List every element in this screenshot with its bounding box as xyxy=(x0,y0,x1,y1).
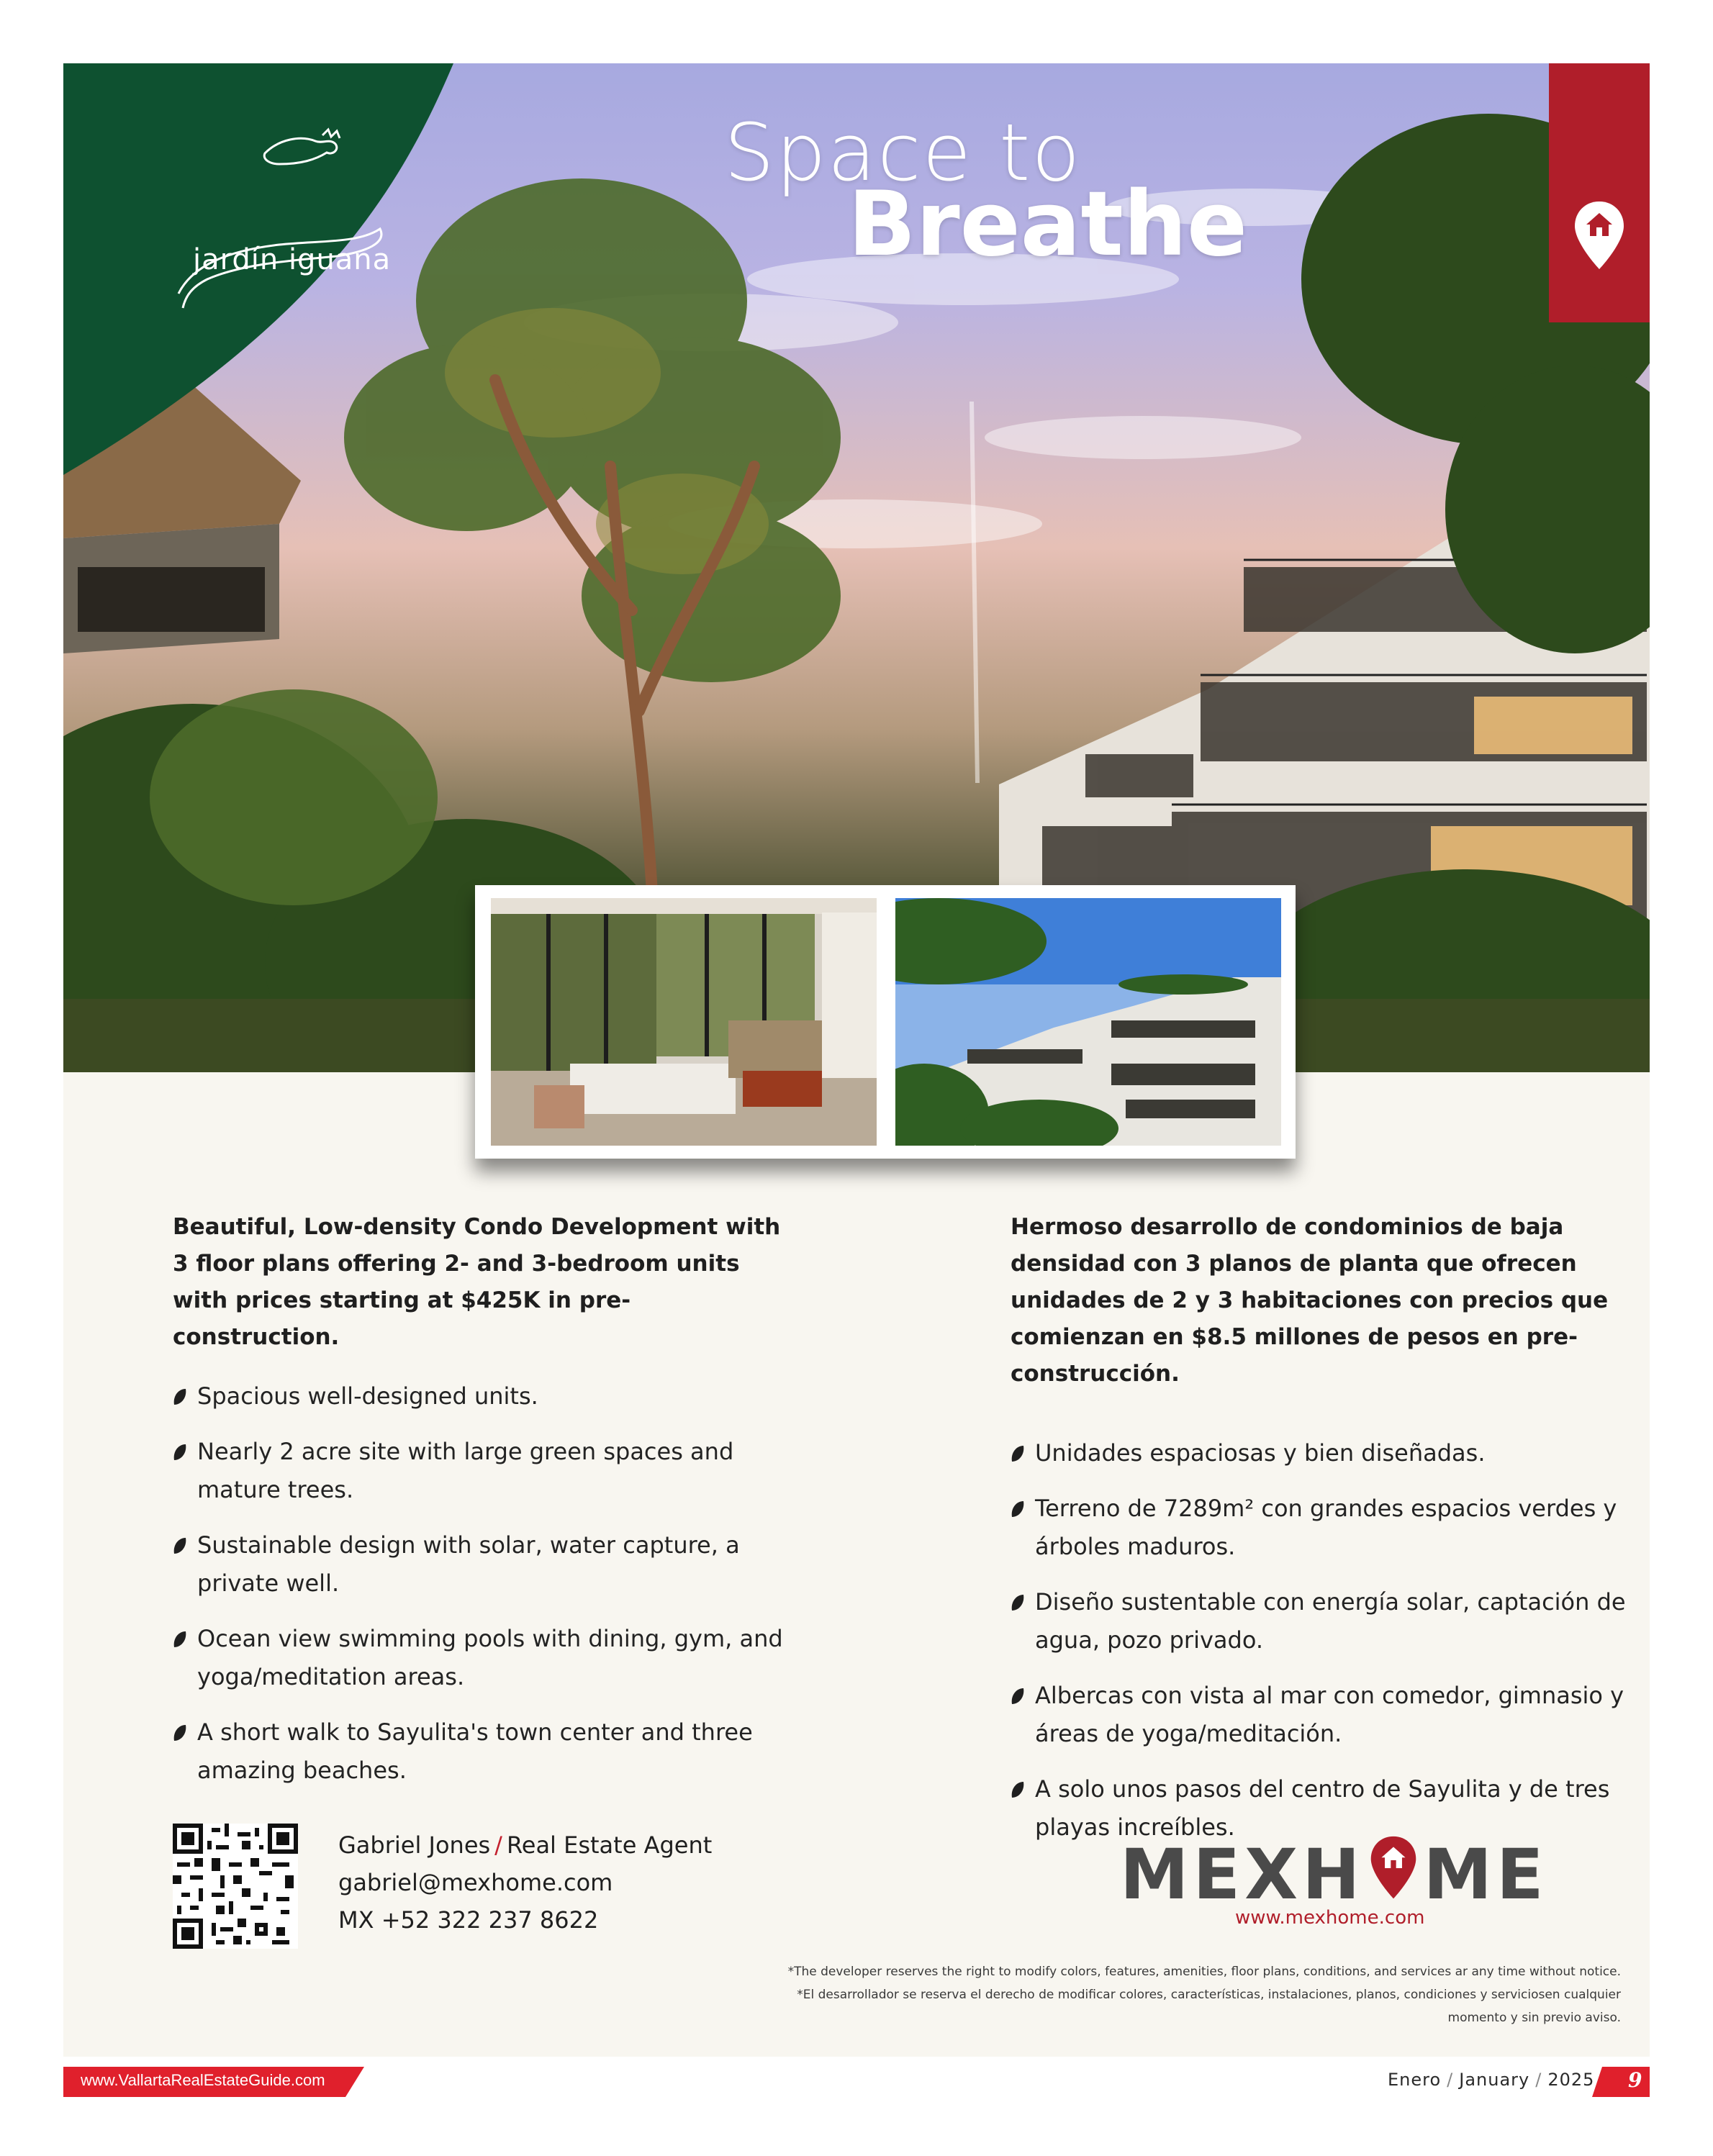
spanish-column xyxy=(1011,1209,1630,1864)
list-item xyxy=(173,1526,792,1603)
list-item-text: A short walk to Sayulita's town center and three amazing beaches. xyxy=(197,1718,753,1784)
leaf-icon xyxy=(173,1387,187,1406)
red-ribbon xyxy=(1549,63,1650,322)
qr-code[interactable] xyxy=(173,1824,298,1949)
mexhome-logo[interactable] xyxy=(1120,1834,1548,1915)
leaf-icon xyxy=(173,1630,187,1649)
slash-separator: / xyxy=(494,1831,502,1859)
issue-separator: / xyxy=(1535,2070,1542,2090)
leaf-icon xyxy=(1011,1444,1025,1463)
english-feature-list xyxy=(173,1377,792,1790)
agent-phone[interactable]: MX +52 322 237 8622 xyxy=(338,1906,599,1934)
agent-name: Gabriel Jones xyxy=(338,1831,491,1859)
footer-site-url[interactable]: www.VallartaRealEstateGuide.com xyxy=(81,2071,325,2089)
list-item xyxy=(1011,1583,1630,1659)
list-item-text: A solo unos pasos del centro de Sayulita y de tres playas increíbles. xyxy=(1035,1775,1610,1841)
spanish-intro: Hermoso desarrollo de condominios de baja densidad con 3 planos de planta que ofrecen unidades de 2 y 3 habitaciones con precios que comienzan en $8.5 millones de pesos en pre-construcción. xyxy=(1011,1214,1609,1387)
logo-text-end: ME xyxy=(1423,1834,1548,1915)
list-item xyxy=(173,1713,792,1790)
exterior-photo xyxy=(895,898,1281,1146)
leaf-icon xyxy=(173,1536,187,1555)
leaf-icon xyxy=(1011,1500,1025,1518)
leaf-icon xyxy=(1011,1687,1025,1706)
agent-contact xyxy=(338,1826,712,1939)
list-item-text: Ocean view swimming pools with dining, gym, and yoga/meditation areas. xyxy=(197,1625,783,1690)
list-item-text: Nearly 2 acre site with large green spaces and mature trees. xyxy=(197,1438,734,1503)
logo-wordmark xyxy=(1120,1834,1548,1915)
leaf-icon xyxy=(173,1443,187,1462)
disclaimer-es: *El desarrollador se reserva el derecho de modificar colores, características, instalaciones, planos, condiciones y serviciosen cualquier momento y sin previo aviso. xyxy=(797,1988,1621,2025)
leaf-icon xyxy=(173,1724,187,1742)
list-item xyxy=(173,1433,792,1509)
issue-month-es: Enero xyxy=(1388,2070,1442,2090)
brand-corner-panel xyxy=(63,63,466,495)
list-item xyxy=(173,1377,792,1416)
page-number: 9 xyxy=(1628,2068,1642,2092)
english-column xyxy=(173,1209,792,1807)
list-item-text: Spacious well-designed units. xyxy=(197,1382,538,1410)
issue-separator: / xyxy=(1447,2070,1454,2090)
leaf-icon xyxy=(1011,1593,1025,1612)
agent-role: Real Estate Agent xyxy=(506,1831,713,1859)
spanish-feature-list xyxy=(1011,1434,1630,1847)
issue-year: 2025 xyxy=(1547,2070,1595,2090)
list-item-text: Albercas con vista al mar con comedor, gimnasio y áreas de yoga/meditación. xyxy=(1035,1682,1624,1747)
agent-name-line xyxy=(338,1826,712,1864)
home-pin-icon xyxy=(1367,1835,1420,1901)
issue-month-en: January xyxy=(1459,2070,1530,2090)
list-item-text: Unidades espaciosas y bien diseñadas. xyxy=(1035,1439,1486,1467)
list-item xyxy=(1011,1677,1630,1753)
english-intro: Beautiful, Low-density Condo Development with 3 floor plans offering 2- and 3-bedroom units with prices starting at $425K in pre-construction. xyxy=(173,1214,781,1350)
inset-photo-frame xyxy=(475,885,1296,1159)
agent-email[interactable]: gabriel@mexhome.com xyxy=(338,1869,613,1896)
headline-line1: Space to xyxy=(724,107,1082,199)
logo-url[interactable]: www.mexhome.com xyxy=(1235,1907,1425,1929)
brand-name: jardín iguana xyxy=(193,243,392,276)
list-item-text: Diseño sustentable con energía solar, captación de agua, pozo privado. xyxy=(1035,1588,1626,1654)
list-item xyxy=(173,1620,792,1696)
interior-photo xyxy=(491,898,877,1146)
disclaimer-en: *The developer reserves the right to modify colors, features, amenities, floor plans, conditions, and services ar any time without notice. xyxy=(787,1965,1621,1979)
list-item xyxy=(1011,1490,1630,1566)
issue-date xyxy=(1388,2070,1594,2090)
list-item-text: Terreno de 7289m² con grandes espacios verdes y árboles maduros. xyxy=(1035,1495,1617,1560)
headline-line2: Breathe xyxy=(848,173,1248,276)
disclaimer xyxy=(757,1960,1621,2029)
logo-text-start: MEXH xyxy=(1120,1834,1365,1915)
home-pin-icon xyxy=(1572,200,1627,272)
leaf-icon xyxy=(1011,1780,1025,1799)
list-item-text: Sustainable design with solar, water capture, a private well. xyxy=(197,1531,740,1597)
list-item xyxy=(1011,1434,1630,1472)
